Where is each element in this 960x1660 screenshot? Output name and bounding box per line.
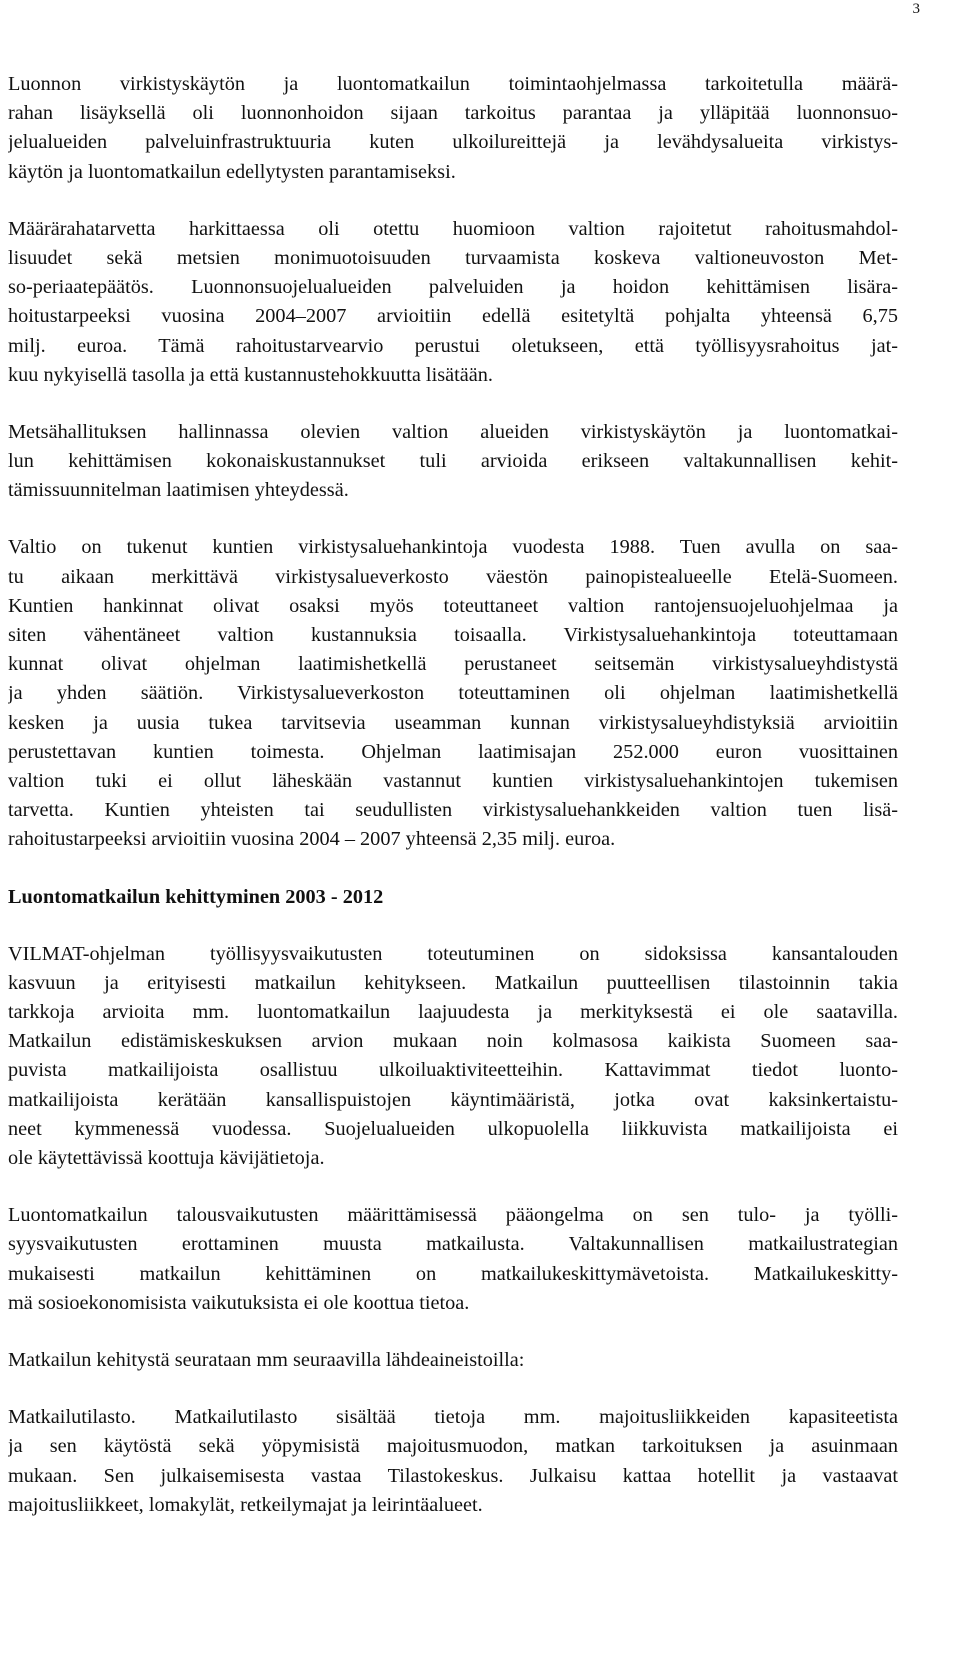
paragraph — [8, 215, 898, 390]
section-heading: Luontomatkailun kehittyminen 2003 - 2012 — [8, 885, 384, 908]
paragraph-line: milj. euroa. Tämä rahoitustarvearvio perustui oletukseen, että työllisyysrahoitus jat- — [8, 334, 898, 357]
section-heading-block — [8, 883, 898, 912]
paragraph-line: lun kehittämisen kokonaiskustannukset tuli arvioida erikseen valtakunnallisen kehit- — [8, 450, 898, 473]
paragraph-line: matkailijoista kerätään kansallispuistojen käyntimääristä, jotka ovat kaksinkertaistu- — [8, 1088, 898, 1111]
paragraph-line: Metsähallituksen hallinnassa olevien valtion alueiden virkistyskäytön ja luontomatkai- — [8, 420, 898, 443]
paragraph-line: rahoitustarpeeksi arvioitiin vuosina 2004 – 2007 yhteensä 2,35 milj. euroa. — [8, 828, 616, 851]
paragraph-line: Matkailutilasto. Matkailutilasto sisältää tietoja mm. majoitusliikkeiden kapasiteetista — [8, 1406, 898, 1429]
paragraph-line: Matkailun edistämiskeskuksen arvion mukaan noin kolmasosa kaikista Suomeen saa- — [8, 1030, 898, 1053]
paragraph-line: rahan lisäyksellä oli luonnonhoidon sijaan tarkoitus parantaa ja ylläpitää luonnonsuo- — [8, 102, 898, 125]
paragraph-line: puvista matkailijoista osallistuu ulkoiluaktiviteetteihin. Kattavimmat tiedot luonto- — [8, 1059, 898, 1082]
paragraph-line: mukaisesti matkailun kehittäminen on matkailukeskittymävetoista. Matkailukeskitty- — [8, 1262, 898, 1285]
paragraph-line: tu aikaan merkittävä virkistysalueverkosto väestön painopistealueelle Etelä-Suomeen. — [8, 565, 898, 588]
paragraph-line: tämissuunnitelman laatimisen yhteydessä. — [8, 479, 349, 502]
paragraph-line: siten vähentäneet valtion kustannuksia toisaalla. Virkistysaluehankintoja toteuttamaan — [8, 624, 898, 646]
paragraph-line: VILMAT-ohjelman työllisyysvaikutusten toteutuminen on sidoksissa kansantalouden — [8, 942, 898, 965]
paragraph-line: käytön ja luontomatkailun edellytysten parantamiseksi. — [8, 160, 456, 183]
paragraph-line: jelualueiden palveluinfrastruktuuria kuten ulkoilureittejä ja levähdysalueita virkistys- — [8, 131, 898, 154]
document-body — [8, 70, 898, 1520]
paragraph — [8, 1403, 898, 1520]
paragraph — [8, 533, 898, 854]
paragraph-line: majoitusliikkeet, lomakylät, retkeilymajat ja leirintäalueet. — [8, 1493, 483, 1516]
paragraph-line: neet kymmenessä vuodessa. Suojelualueiden ulkopuolella liikkuvista matkailijoista ei — [8, 1117, 898, 1140]
paragraph — [8, 1346, 898, 1375]
page-number: 3 — [912, 1, 920, 17]
paragraph-line: Määrärahatarvetta harkittaessa oli otettu huomioon valtion rajoitetut rahoitusmahdol- — [8, 217, 898, 240]
paragraph-line: mä sosioekonomisista vaikutuksista ei ole koottua tietoa. — [8, 1291, 470, 1314]
paragraph-line: Valtio on tukenut kuntien virkistysaluehankintoja vuodesta 1988. Tuen avulla on saa- — [8, 536, 898, 559]
paragraph-line: syysvaikutusten erottaminen muusta matkailusta. Valtakunnallisen matkailustrategian — [8, 1233, 898, 1256]
paragraph-line: Luontomatkailun talousvaikutusten määrittämisessä pääongelma on sen tulo- ja työlli- — [8, 1204, 898, 1227]
paragraph — [8, 940, 898, 1174]
paragraph-line: Luonnon virkistyskäytön ja luontomatkailun toimintaohjelmassa tarkoitetulla määrä- — [8, 73, 898, 95]
paragraph-line: Kuntien hankinnat olivat osaksi myös toteuttaneet valtion rantojensuojeluohjelmaa ja — [8, 594, 898, 617]
paragraph-line: hoitustarpeeksi vuosina 2004–2007 arvioitiin edellä esitetyltä pohjalta yhteensä 6,75 — [8, 305, 898, 328]
paragraph-line: tarkkoja arvioita mm. luontomatkailun laajuudesta ja merkityksestä ei ole saatavilla. — [8, 1001, 898, 1024]
paragraph-line: kesken ja uusia tukea tarvitsevia useamman kunnan virkistysalueyhdistyksiä arvioitiin — [8, 711, 898, 734]
paragraph-line: valtion tuki ei ollut läheskään vastannut kuntien virkistysaluehankintojen tukemisen — [8, 769, 898, 792]
paragraph-line: tarvetta. Kuntien yhteisten tai seudullisten virkistysaluehankkeiden valtion tuen lisä- — [8, 799, 898, 822]
paragraph-line: lisuudet sekä metsien monimuotoisuuden turvaamista koskeva valtioneuvoston Met- — [8, 246, 898, 269]
paragraph-line: kunnat olivat ohjelman laatimishetkellä perustaneet seitsemän virkistysalueyhdistystä — [8, 653, 898, 676]
paragraph-line: mukaan. Sen julkaisemisesta vastaa Tilastokeskus. Julkaisu kattaa hotellit ja vastaavat — [8, 1464, 898, 1487]
paragraph-line: perustettavan kuntien toimesta. Ohjelman laatimisajan 252.000 euron vuosittainen — [8, 740, 898, 763]
paragraph-line: kasvuun ja erityisesti matkailun kehitykseen. Matkailun puutteellisen tilastoinnin takia — [8, 971, 898, 994]
paragraph-line: kuu nykyisellä tasolla ja että kustannustehokkuutta lisätään. — [8, 363, 493, 386]
paragraph — [8, 70, 898, 187]
paragraph-line: so-periaatepäätös. Luonnonsuojelualueiden palveluiden ja hoidon kehittämisen lisära- — [8, 276, 898, 299]
paragraph — [8, 418, 898, 506]
paragraph-line: Matkailun kehitystä seurataan mm seuraavilla lähdeaineistoilla: — [8, 1348, 525, 1371]
paragraph-line: ja yhden säätiön. Virkistysalueverkoston toteuttaminen oli ohjelman laatimishetkellä — [8, 682, 898, 705]
paragraph — [8, 1201, 898, 1318]
paragraph-line: ole käytettävissä koottuja kävijätietoja. — [8, 1147, 325, 1169]
paragraph-line: ja sen käytöstä sekä yöpymisistä majoitusmuodon, matkan tarkoituksen ja asuinmaan — [8, 1435, 898, 1458]
